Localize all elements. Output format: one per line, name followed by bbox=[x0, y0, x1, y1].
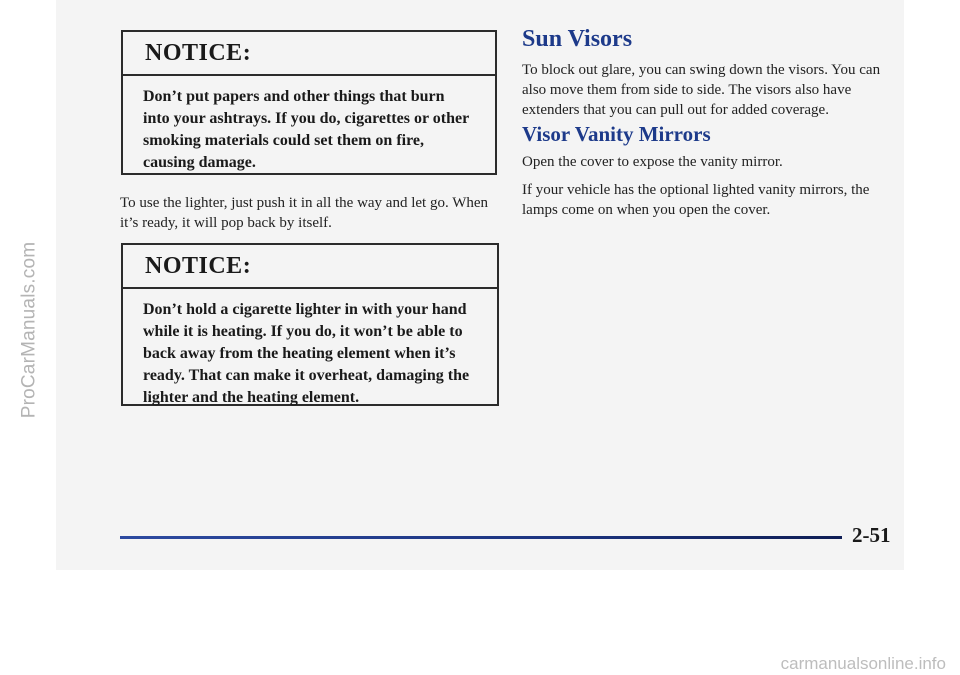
notice-box-lighter bbox=[121, 243, 499, 406]
notice-header bbox=[123, 245, 497, 289]
sun-visors-text: To block out glare, you can swing down the visors. You can also move them from side to side. The visors also have extenders that you can pull out for added coverage. bbox=[522, 62, 881, 118]
sun-visors-heading: Sun Visors bbox=[522, 26, 633, 52]
side-watermark bbox=[14, 120, 44, 540]
vanity-mirrors-text-1: Open the cover to expose the vanity mirror. bbox=[522, 154, 783, 170]
side-watermark-text: ProCarManuals.com bbox=[18, 241, 40, 419]
footer-rule bbox=[120, 536, 842, 539]
notice-heading: NOTICE: bbox=[145, 39, 252, 66]
notice-body: Don’t hold a cigarette lighter in with your hand while it is heating. If you do, it won’t be able to back away from the heating element when it’s ready. That can make it overheat, damaging the lighter and the heating element. bbox=[143, 301, 470, 406]
notice-heading: NOTICE: bbox=[145, 252, 252, 279]
vanity-mirrors-heading: Visor Vanity Mirrors bbox=[522, 122, 711, 146]
notice-body: Don’t put papers and other things that burn into your ashtrays. If you do, cigarettes or other smoking materials could set them on fire, causing damage. bbox=[143, 88, 469, 171]
notice-header bbox=[123, 32, 495, 76]
vanity-mirrors-text-2: If your vehicle has the optional lighted vanity mirrors, the lamps come on when you open the cover. bbox=[522, 182, 870, 218]
lighter-instructions: To use the lighter, just push it in all the way and let go. When it’s ready, it will pop back by itself. bbox=[120, 195, 489, 231]
page-number: 2-51 bbox=[852, 523, 891, 547]
bottom-watermark: carmanualsonline.info bbox=[780, 654, 946, 673]
notice-box-ashtray bbox=[121, 30, 497, 175]
